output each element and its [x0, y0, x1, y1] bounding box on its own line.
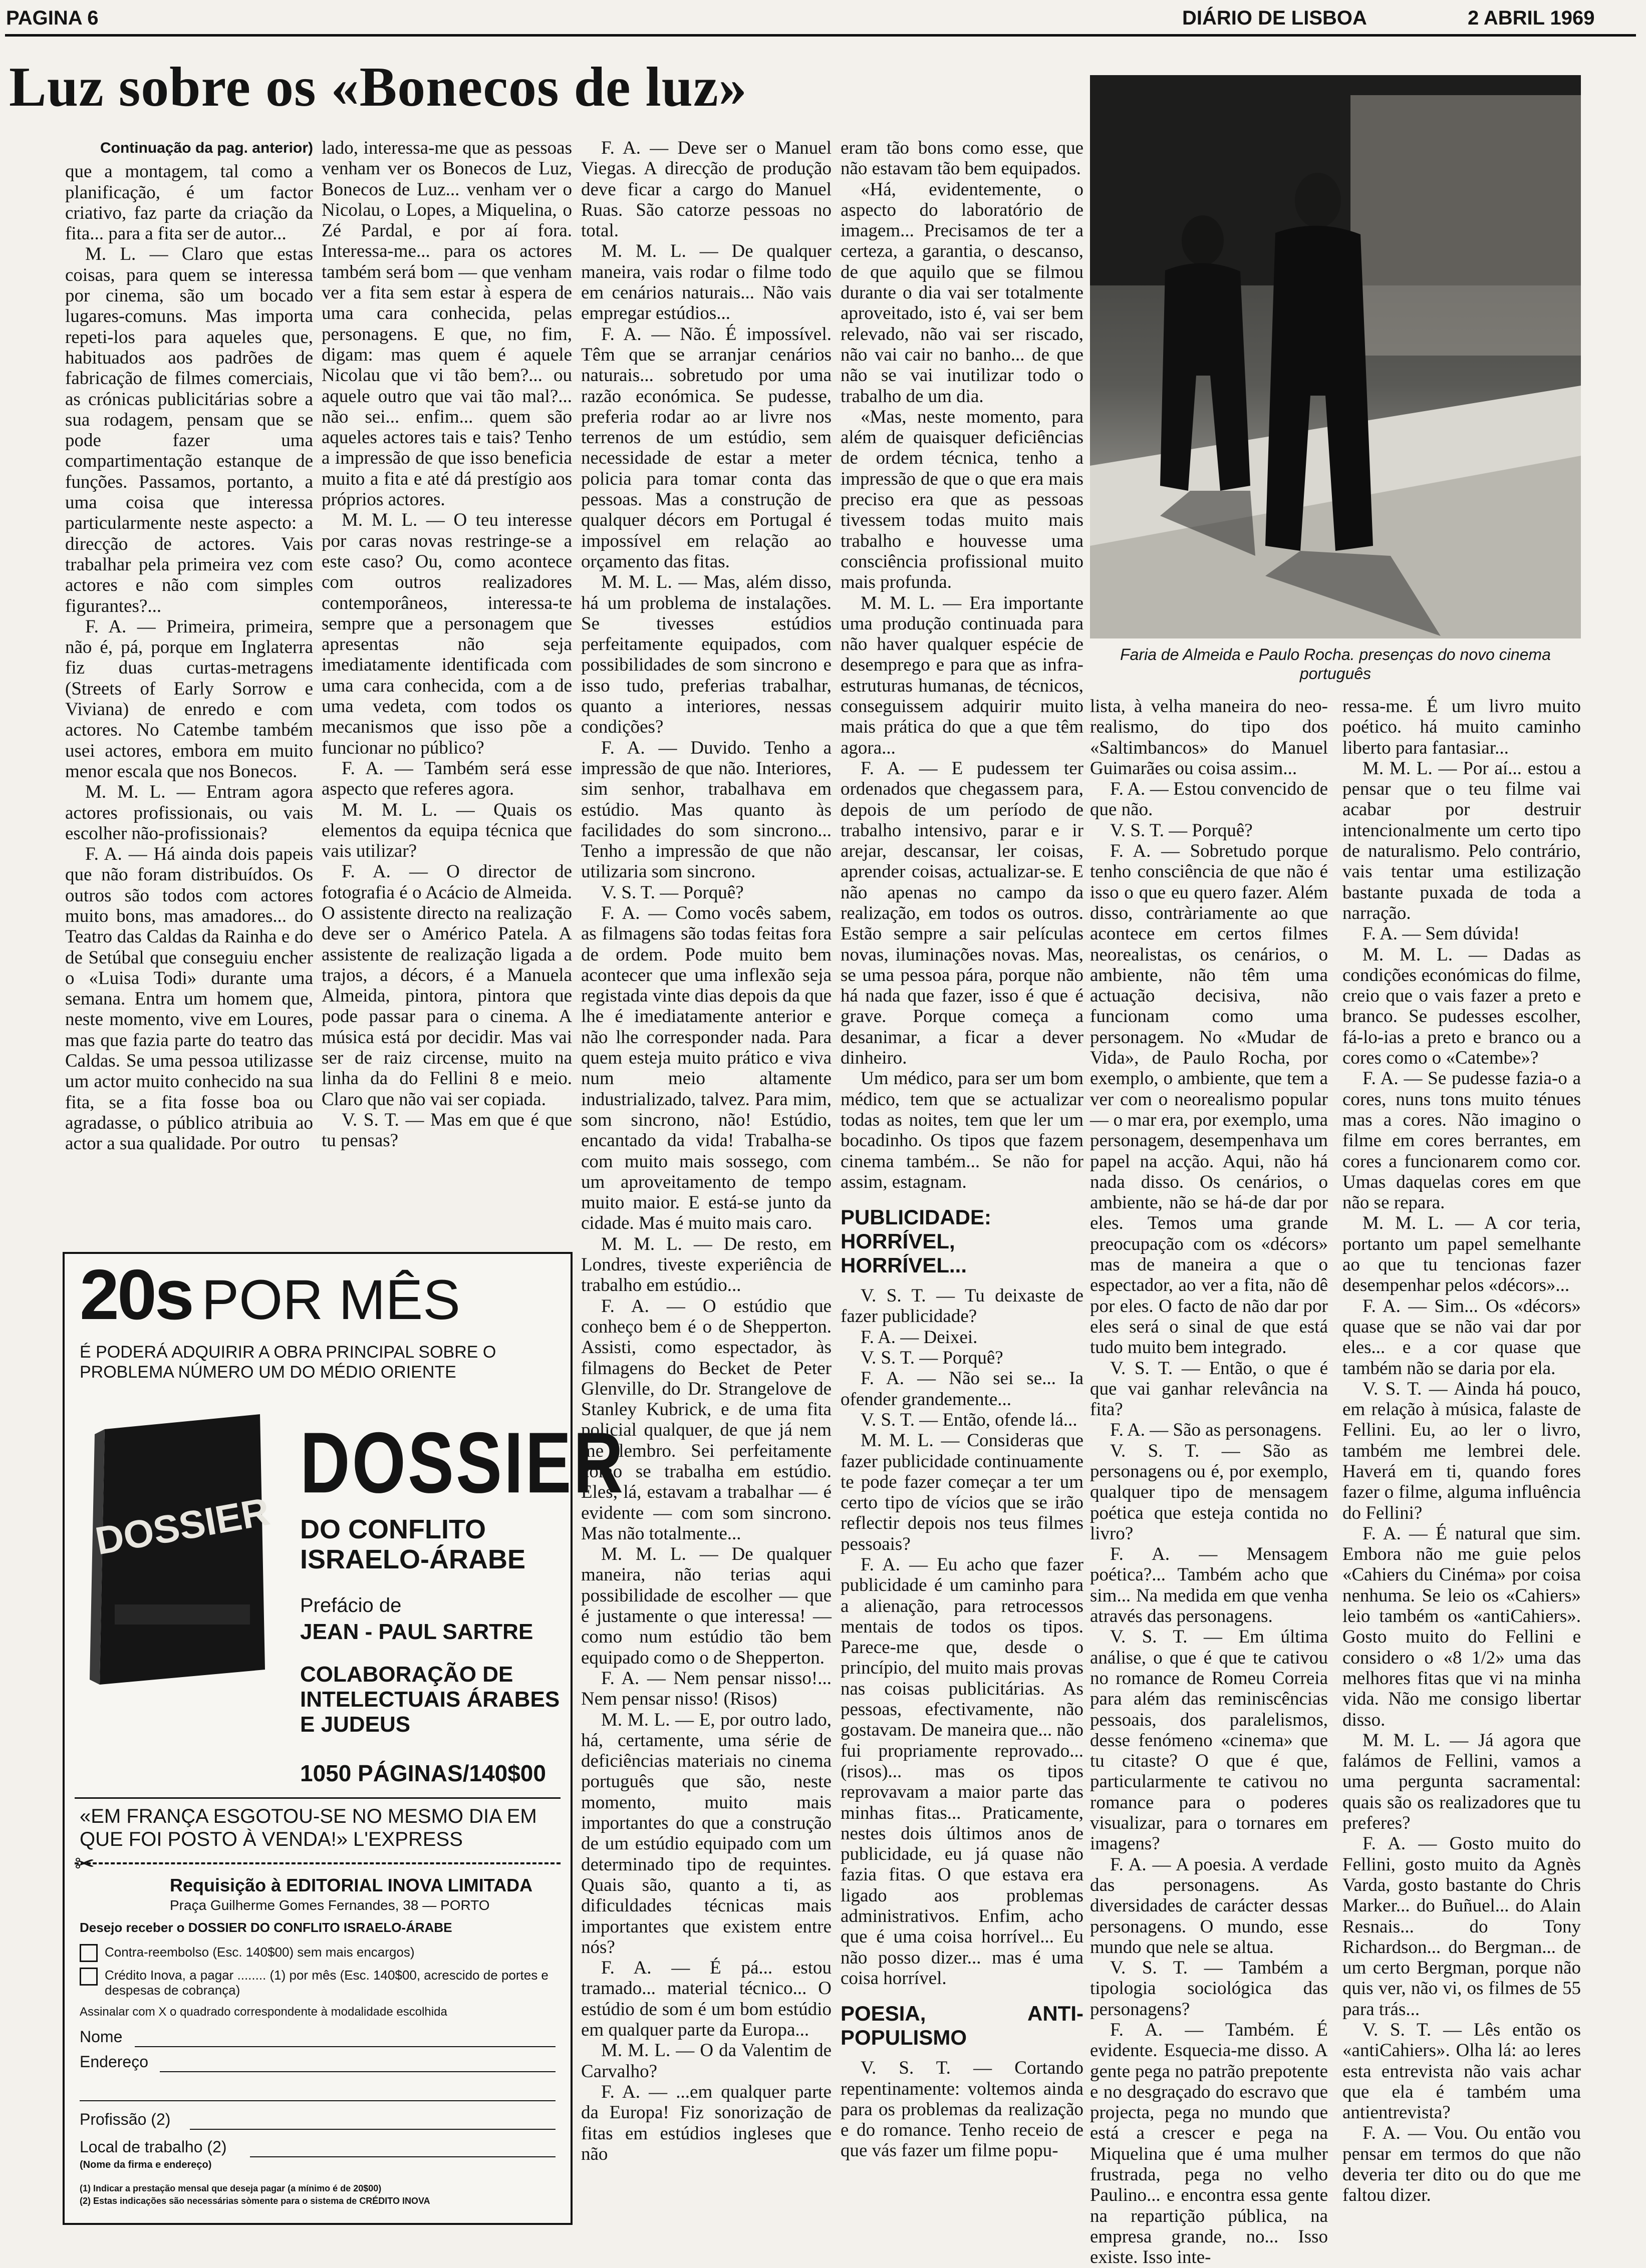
field-profissao-label: Profissão (2) — [80, 2110, 171, 2128]
field-endereco-line[interactable] — [160, 2071, 556, 2072]
coupon-cut-line — [75, 1862, 561, 1864]
field-local-line[interactable] — [250, 2156, 556, 2157]
paragraph: F. A. — Como vocês sabem, as filmagens são todas feitas fora de ordem. Pode muito bem acontecer que uma inflexão seja registada vinte dias depois da que lhe é imediatamente anterior e não lhe corresponder nada. Para quem esteja muito prático e viva num meio altamente industrializado, talvez. Para mim, som sincrono, não! Estúdio, encantado da vida! Trabalha-se com muito mais sossego, com um aproveitamento de tempo muito maior. E está-se junto da cidade. Mas é muito mais caro. — [581, 902, 832, 1234]
paragraph: F. A. — Sobretudo porque tenho consciência de que não é isso o que eu quero fazer. Além disso, contràriamente ao que acontece em certos filmes neorealistas, os cenários, o ambiente, não têm uma actuação decisiva, não funcionam como uma personagem. No «Mudar de Vida», de Paulo Rocha, por exemplo, o ambiente, que tem a ver com o neorealismo popular — o mar era, por exemplo, uma personagem, desempenhava um papel na acção. Aqui, não há nada disso. Os cenários, o ambiente, não se há-de dar por eles. Temos uma grande preocupação com os «décors» mas de maneira a que o espectador, ao ver a fita, não dê por eles. O facto de não dar por eles será o sinal de que está tudo muito bem integrado. — [1090, 841, 1328, 1358]
paragraph: V. S. T. — Tu deixaste de fazer publicidade? — [841, 1285, 1083, 1327]
paragraph: M. M. L. — E, por outro lado, há, certamente, uma série de deficiências materiais no cinema português que são, neste momento, muito mais importantes do que a construção de um estúdio equipado com um determinado tipo de requintes. Quais são, quanto a ti, as dificuldades técnicas mais importantes que existem entre nós? — [581, 1709, 832, 1958]
coupon-footnote-2: (2) Estas indicações são necessárias sòmente para o sistema de CRÉDITO INOVA — [80, 2196, 430, 2206]
paragraph: lista, à velha maneira do neo-realismo, do tipo dos «Saltimbancos» do Manuel Guimarães ou coisa assim... — [1090, 696, 1328, 779]
paragraph: V. S. T. — Então, o que é que vai ganhar relevância na fita? — [1090, 1358, 1328, 1420]
option-checkbox[interactable] — [80, 1944, 98, 1962]
article-column-2 — [322, 138, 572, 1227]
option-label: Crédito Inova, a pagar ........ (1) por mês (Esc. 140$00, acrescido de portes e despesas de cobrança) — [105, 1968, 548, 1998]
field-endereco-label: Endereço — [80, 2053, 148, 2071]
paragraph: F. A. — Não. É impossível. Têm que se arranjar cenários naturais... sobretudo por uma razão económica. Se pudesse, preferia rodar ao ar livre nos terrenos de um estúdio, sem necessidade de estar a meter policia para tomar conta das pessoas. Mas a construção de qualquer décors em Portugal é impossível em relação ao orçamento das fitas. — [581, 323, 832, 572]
paragraph: V. S. T. — Porquê? — [601, 882, 744, 903]
issue-date: 2 ABRIL 1969 — [1468, 7, 1595, 29]
coupon-publisher: Requisição à EDITORIAL INOVA LIMITADA — [170, 1875, 533, 1895]
paragraph: V. S. T. — São as personagens ou é, por exemplo, qualquer tipo de mensagem poética que esteja contida no livro? — [1090, 1440, 1328, 1544]
paragraph: F. A. — Sem dúvida! — [1362, 923, 1520, 944]
coupon-desire: Desejo receber o DOSSIER DO CONFLITO ISRAELO-ÁRABE — [80, 1920, 452, 1935]
subhead-publicidade: PUBLICIDADE: HORRÍVEL, HORRÍVEL... — [841, 1205, 991, 1277]
headline: Luz sobre os «Bonecos de luz» — [9, 56, 747, 118]
field-local-label: Local de trabalho (2) — [80, 2138, 227, 2156]
ad-price-amount: 20s — [80, 1255, 192, 1335]
paragraph: F. A. — Primeira, primeira, não é, pá, porque em Inglaterra fiz duas curtas-metragens (Streets of Early Sorrow e Viviana) de enredo e com actores. No Catembe também usei actores, embora em muito menor escala que nos Bonecos. — [65, 616, 313, 782]
paragraph: F. A. — O estúdio que conheço bem é o de Shepperton. Assisti, como espectador, às filmagens do Becket de Peter Glenville, do Dr. Strangelove de Stanley Kubrick, e de uma fita policial qualquer, de que já nem me lembro. Sei perfeitamente como se trabalha em estúdio. Eles, lá, estavam a trabalhar — é evidente — com som sincrono. Mas não totalmente... — [581, 1295, 832, 1544]
paragraph: F. A. — Vou. Ou então vou pensar em termos do que não deveria ter dito ou do que me faltou dizer. — [1342, 2123, 1581, 2206]
ad-france-quote: «EM FRANÇA ESGOTOU-SE NO MESMO DIA EM QUE FOI POSTO À VENDA!» L'EXPRESS — [80, 1805, 537, 1850]
paragraph: F. A. — Se pudesse fazia-o a cores, nuns tons muito ténues mas a cores. Não imagino o filme em cores berrantes, em cores a funcionarem como cor. Umas daquelas cores em que não se repara. — [1342, 1068, 1581, 1213]
paragraph: M. M. L. — Por aí... estou a pensar que o teu filme vai acabar por destruir intencionalmente um certo tipo de naturalismo. Pelo contrário, vais tentar uma estilização bastante puxada de toda a narração. — [1342, 758, 1581, 923]
paragraph: F. A. — ...em qualquer parte da Europa! Fiz sonorização de fitas em estúdios ingleses que não — [581, 2081, 832, 2164]
ad-pages-price: 1050 PÁGINAS/140$00 — [300, 1760, 546, 1786]
newspaper-name: DIÁRIO DE LISBOA — [1182, 7, 1367, 29]
paragraph: M. M. L. — De qualquer maneira, vais rodar o filme todo em cenários naturais... Não vais empregar estúdios... — [581, 241, 832, 324]
ad-preface-label: Prefácio de — [300, 1594, 402, 1616]
field-profissao-line[interactable] — [190, 2129, 556, 2130]
field-local-note: (Nome da firma e endereço) — [80, 2159, 212, 2170]
paragraph: V. S. T. — Mas em que é que tu pensas? — [322, 1109, 572, 1151]
ad-price — [80, 1254, 460, 1336]
photo-image — [1090, 75, 1581, 638]
paragraph: F. A. — Gosto muito do Fellini, gosto muito da Agnès Varda, gosto bastante do Chris Marker... do Buñuel... do Alain Resnais... do Tony Richardson... do Bergman... de um certo Bergman, porque não quis ver, não vi, os filmes de 55 para trás... — [1342, 1833, 1581, 2020]
paragraph: F. A. — Sim... Os «décors» quase que se não vai dar por eles... e a cor quase que também não se daria por ela. — [1342, 1295, 1581, 1379]
paragraph: V. S. T. — Cortando repentinamente: voltemos ainda para os problemas da realização e do romance. Tenho receio de que vás fazer um filme popu- — [841, 2058, 1083, 2161]
article-column-1 — [65, 138, 313, 1227]
paragraph: V. S. T. — Porquê? — [861, 1348, 1003, 1369]
paragraph: V. S. T. — Lês então os «antiCahiers». Olha lá: ao leres esta entrevista não vais achar que ela é também uma antientrevista? — [1342, 2020, 1581, 2123]
paragraph: Um médico, para ser um bom médico, tem que se actualizar todas as noites, tem que ler um bocadinho. Os tipos que fazem cinema também... Se não for assim, estagnam. — [841, 1068, 1083, 1192]
paragraph: F. A. — É natural que sim. Embora não me guie pelos «Cahiers du Cinéma» por coisa nenhuma. Se leio os «Cahiers» leio também os «antiCahiers». Gosto muito do Fellini e considero o «8 1/2» uma das melhores fitas que vi na minha vida. Não me consigo libertar disso. — [1342, 1523, 1581, 1730]
article-column-6 — [1342, 696, 1581, 2231]
photo — [1090, 75, 1581, 638]
article-column-4 — [841, 138, 1083, 2231]
paragraph: F. A. — Há ainda dois papeis que não foram distribuídos. Os outros são todos com actores muito bons, mas amadores... do Teatro das Caldas da Rainha e do de Setúbal que conseguiu encher o «Luisa Todi» durante uma semana. Entra um homem que, neste momento, vive em Loures, mas que fazia parte do teatro das Caldas. Se uma pessoa utilizasse um actor muito conhecido na sua fita, se a fita fosse boa ou agradasse, o público atribuia ao actor a sua qualidade. Por outro — [65, 844, 313, 1154]
paragraph: M. M. L. — Já agora que falámos de Fellini, vamos a uma pergunta sacramental: quais são os realizadores que tu preferes? — [1342, 1730, 1581, 1834]
paragraph: V. S. T. — Em última análise, o que é que te cativou no romance de Romeu Correia para além das reminiscências pessoais, dos paralelismos, desse fenómeno «cinema» que tu citaste? O que é que, particularmente te cativou no romance para o poderes visualizar, para o tornares em imagens? — [1090, 1627, 1328, 1854]
paragraph: ressa-me. É um livro muito poético. há muito caminho liberto para fantasiar... — [1342, 696, 1581, 758]
paragraph: F. A. — O director de fotografia é o Acácio de Almeida. O assistente directo na realização deve ser o Américo Patela. A assistente de realização ligada a trajos, a décors, é a Manuela Almeida, pintora, pintora que pode passar para o cinema. A música está por decidir. Mas vai ser de raiz circense, muito na linha da do Fellini 8 e meio. Claro que não vai ser copiada. — [322, 861, 572, 1110]
paragraph: que a montagem, tal como a planificação, é um factor criativo, faz parte da criação da fita... para a fita ser de autor... — [65, 161, 313, 244]
ad-price-period: POR MÊS — [201, 1268, 460, 1331]
coupon-option-cod[interactable] — [80, 1944, 414, 1962]
paragraph: F. A. — Estou convencido de que não. — [1090, 779, 1328, 820]
paragraph: M. M. L. — Quais os elementos da equipa técnica que vais utilizar? — [322, 799, 572, 862]
book-cover-image — [85, 1414, 275, 1685]
paragraph: M. M. L. — A cor teria, portanto um papel semelhante ao que tu tencionas fazer desempenhar pelos «décors»... — [1342, 1213, 1581, 1296]
paragraph: V. S. T. — Também a tipologia sociológica das personagens? — [1090, 1958, 1328, 2020]
dossier-advertisement — [63, 1252, 626, 2225]
paragraph: M. M. L. — Mas, além disso, há um problema de instalações. Se tivesses estúdios perfeitamente equipados, com possibilidades de som sincrono e isso tudo, preferias trabalhar, quanto a interiores, nessas condições? — [581, 572, 832, 738]
paragraph: eram tão bons como esse, que não estavam tão bem equipados. — [841, 138, 1083, 179]
option-label: Contra-reembolso (Esc. 140$00) sem mais encargos) — [105, 1944, 415, 1960]
paragraph: V. S. T. — Porquê? — [1110, 820, 1253, 841]
ad-subtitle: DO CONFLITO ISRAELO-ÁRABE — [300, 1514, 526, 1574]
coupon-footnote-1: (1) Indicar a prestação mensal que deseja pagar (a mínimo é de 20$00) — [80, 2183, 382, 2193]
paragraph: F. A. — Deve ser o Manuel Viegas. A direcção de produção deve ficar a cargo do Manuel Ruas. São catorze pessoas no total. — [581, 138, 832, 241]
paragraph: V. S. T. — Então, ofende lá... — [861, 1409, 1077, 1430]
paragraph: F. A. — A poesia. A verdade das personagens. As diversidades de carácter dessas personagens. O mundo, esse mundo que nele se altua. — [1090, 1854, 1328, 1958]
field-nome-line[interactable] — [135, 2046, 556, 2047]
coupon-option-credit[interactable] — [80, 1968, 561, 1998]
paragraph: F. A. — Também será esse aspecto que referes agora. — [322, 758, 572, 800]
option-checkbox[interactable] — [80, 1968, 98, 1986]
article-column-3 — [581, 138, 832, 2231]
paragraph: F. A. — Eu acho que fazer publicidade é um caminho para a alienação, para retrocessos mentais de todos os tipos. Parece-me que, desde o princípio, del muito mais provas nas coisas publicitárias. As pessoas, efectivamente, não gostavam. De maneira que... não fui propriamente reprovado... (risos)... mas os tipos reprovavam a maior parte das minhas fitas... Praticamente, nestes dois últimos anos de publicidade, eu já quase não fazia fitas. O que estava era ligado aos problemas administrativos. Enfim, acho que é uma coisa horrível... Eu não posso dizer... mas é uma coisa horrível. — [841, 1554, 1083, 1989]
paragraph: M. M. L. — Dadas as condições económicas do filme, creio que o vais fazer a preto e branco. Se pudesses escolher, fá-lo-ias a preto e branco ou a cores como o «Catembe»? — [1342, 944, 1581, 1069]
field-nome-label: Nome — [80, 2028, 123, 2046]
paragraph: M. L. — Claro que estas coisas, para quem se interessa por cinema, são um bocado lugares-comuns. Mas importa repeti-los para aqueles que, habituados aos padrões de fabricação de filmes comerciais, as crónicas publicitárias sobre a sua rodagem, pensam que se pode fazer uma compartimentação estanque de funções. Passamos, portanto, a uma coisa que interessa particularmente neste aspecto: a direcção de actores. Vais trabalhar pela primeira vez com actores e não com simples figurantes?... — [65, 244, 313, 616]
book-spine-title: DOSSIER — [92, 1489, 273, 1563]
paragraph: F. A. — Nem pensar nisso!... Nem pensar nisso! (Risos) — [581, 1668, 832, 1710]
scissors-icon: ✂ — [75, 1851, 95, 1877]
paragraph: M. M. L. — O da Valentim de Carvalho? — [581, 2040, 832, 2082]
paragraph: F. A. — Não sei se... Ia ofender grandemente... — [841, 1368, 1083, 1410]
book-cover — [85, 1414, 275, 1685]
paragraph: M. M. L. — De resto, em Londres, tiveste experiência de trabalho em estúdio... — [581, 1233, 832, 1296]
paragraph: «Mas, neste momento, para além de quaisquer deficiências de ordem técnica, tenho a impressão de que o que era mais preciso era que as pessoas tivessem todas muito mais trabalho e houvesse uma consciência profissional muito mais profunda. — [841, 406, 1083, 593]
paragraph: F. A. — E pudessem ter ordenados que chegassem para, depois de um período de trabalho intensivo, parar e ir arejar, descansar, ler coisas, aprender coisas, actualizar-se. E não apenas no campo da realização, em todos os outros. Estão sempre a sair películas novas, iluminações novas. Mas, se uma pessoa pára, porque não há nada que fazer, isso é que é grave. Porque começa a desanimar, a ficar a dever dinheiro. — [841, 758, 1083, 1069]
paragraph: V. S. T. — Ainda há pouco, em relação à música, falaste de Fellini. Eu, ao ler o livro, também me lembrei dele. Haverá em ti, quando fores fazer o filme, alguma influência do Fellini? — [1342, 1378, 1581, 1523]
paragraph: lado, interessa-me que as pessoas venham ver os Bonecos de Luz, Bonecos de Luz... venham ver o Nicolau, o Lopes, a Miquelina, o Zé Pardal, e por aí fora. Interessa-me... para os actores também será bom — que venham ver a fita sem estar à espera de uma cara conhecida, pelas personagens. E que, no fim, digam: mas quem é aquele Nicolau que vi tão bem?... ou aquele outro que vai tão mal?... não sei... enfim... quem são aqueles actores tais e tais? Tenho a impressão de que isso beneficia muito a fita e até dá prestígio aos próprios actores. — [322, 138, 572, 510]
coupon-address: Praça Guilherme Gomes Fernandes, 38 — PORTO — [170, 1897, 490, 1913]
paragraph: F. A. — Também. É evidente. Esquecia-me disso. A gente pega no patrão prepotente e no desgraçado do escravo que projecta, pega no mundo que está a crescer e pega na Miquelina que é uma mulher frustrada, pega no velho Paulino... e encontra essa gente na repartição pública, na empresa grande, no... Isso existe. Isso inte- — [1090, 2020, 1328, 2268]
paragraph: F. A. — É pá... estou tramado... material técnico... O estúdio de som é um bom estúdio em qualquer parte da Europa... — [581, 1958, 832, 2041]
paragraph: M. M. L. — Era importante uma produção continuada para não haver qualquer espécie de desemprego e para que as infra-estruturas humanas, de técnicos, conseguissem adquirir muito mais prática do que a que têm agora... — [841, 592, 1083, 758]
article-column-5 — [1090, 696, 1328, 2268]
paragraph: M. M. L. — O teu interesse por caras novas restringe-se a este caso? Ou, como acontece com outros realizadores contemporâneos, interessa-te sempre que a personagem que apresentas não seja imediatamente identificada com uma cara conhecida, com a de uma vedeta, com todos os mecanismos que isso põe a funcionar no público? — [322, 510, 572, 758]
ad-divider — [75, 1797, 561, 1799]
paragraph: «Há, evidentemente, o aspecto do laboratório de imagem... Precisamos de ter a certeza, a garantia, o descanso, de que aquilo que se filmou durante o dia vai ser totalmente aproveitado, isto é, vai ser bem relevado, não vai ser riscado, não vai cair no banho... de que não se vai inutilizar todo o trabalho de um dia. — [841, 179, 1083, 407]
paragraph: F. A. — São as personagens. — [1110, 1420, 1322, 1441]
ad-title: DOSSIER — [300, 1415, 626, 1511]
subhead-poesia: POESIA, ANTI-POPULISMO — [841, 2002, 1083, 2050]
paragraph: M. M. L. — De qualquer maneira, não terias aqui possibilidade de escolher — que é justamente o que interessa! — como num estúdio tão bem equipado como o de Shepperton. — [581, 1544, 832, 1668]
page-number: PAGINA 6 — [6, 7, 99, 29]
paragraph: M. M. L. — Consideras que fazer publicidade continuamente te pode fazer começar a ter um certo tipo de vícios que se irão reflectir depois nos teus filmes pessoais? — [841, 1430, 1083, 1554]
ad-collaboration: COLABORAÇÃO DE INTELECTUAIS ÁRABES E JUDEUS — [300, 1662, 560, 1737]
ad-preface-author: JEAN - PAUL SARTRE — [300, 1619, 533, 1644]
header-rule — [5, 34, 1636, 37]
paragraph: F. A. — Deixei. — [861, 1327, 978, 1348]
continued-label: Continuação da pag. anterior) — [100, 140, 313, 156]
coupon-instruction: Assinalar com X o quadrado correspondente à modalidade escolhida — [80, 2005, 447, 2019]
paragraph: F. A. — Duvido. Tenho a impressão de que não. Interiores, sim senhor, trabalhava em estúdio. Mas quanto às facilidades do som sincrono... Tenho a impressão de que não utilizaria som sincrono. — [581, 737, 832, 882]
field-endereco-line-2[interactable] — [80, 2100, 556, 2101]
paragraph: M. M. L. — Entram agora actores profissionais, ou vais escolher não-profissionais? — [65, 782, 313, 844]
ad-tagline: É PODERÁ ADQUIRIR A OBRA PRINCIPAL SOBRE O PROBLEMA NÚMERO UM DO MÉDIO ORIENTE — [80, 1343, 496, 1382]
paragraph: F. A. — Mensagem poética?... Também acho que sim... Na medida em que venha através das personagens. — [1090, 1544, 1328, 1627]
photo-caption: Faria de Almeida e Paulo Rocha. presenças do novo cinema português — [1120, 645, 1551, 683]
